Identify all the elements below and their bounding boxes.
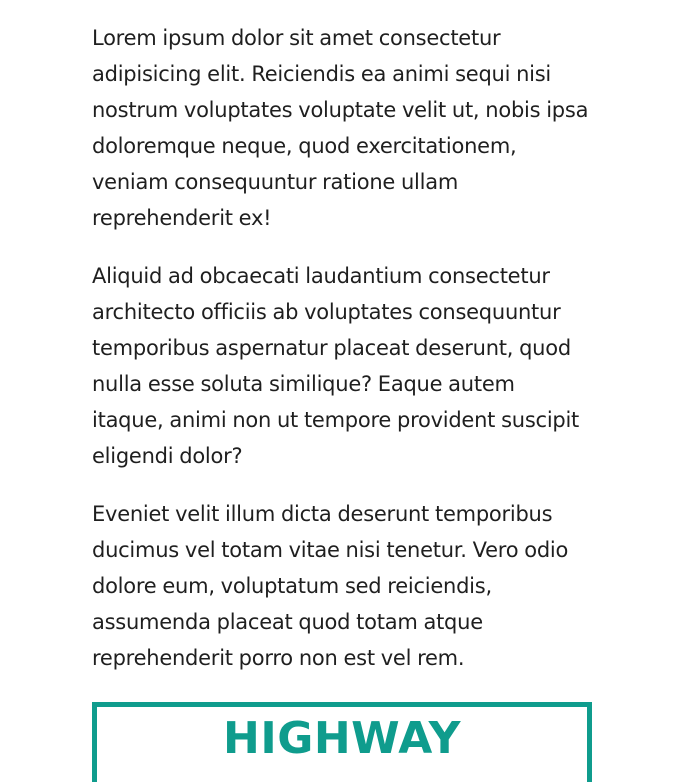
- banner-title: HIGHWAY: [223, 713, 461, 764]
- paragraph-3: Eveniet velit illum dicta deserunt temporibus ducimus vel totam vitae nisi tenetur. Vero odio dolore eum, voluptatum sed reiciendis, assumenda placeat quod totam atque reprehenderit porro non est vel rem.: [92, 502, 569, 670]
- paragraph-1: Lorem ipsum dolor sit amet consectetur adipisicing elit. Reiciendis ea animi sequi nisi nostrum voluptates voluptate velit ut, nobis ipsa doloremque neque, quod exercitationem, veniam consequuntur ratione ullam reprehenderit ex!: [92, 26, 589, 230]
- paragraph-2: Aliquid ad obcaecati laudantium consectetur architecto officiis ab voluptates consequuntur temporibus aspernatur placeat deserunt, quod nulla esse soluta similique? Eaque autem itaque, animi non ut tempore provident suscipit eligendi dolor?: [92, 264, 580, 468]
- highway-banner: [92, 702, 592, 782]
- article-body: [92, 20, 592, 698]
